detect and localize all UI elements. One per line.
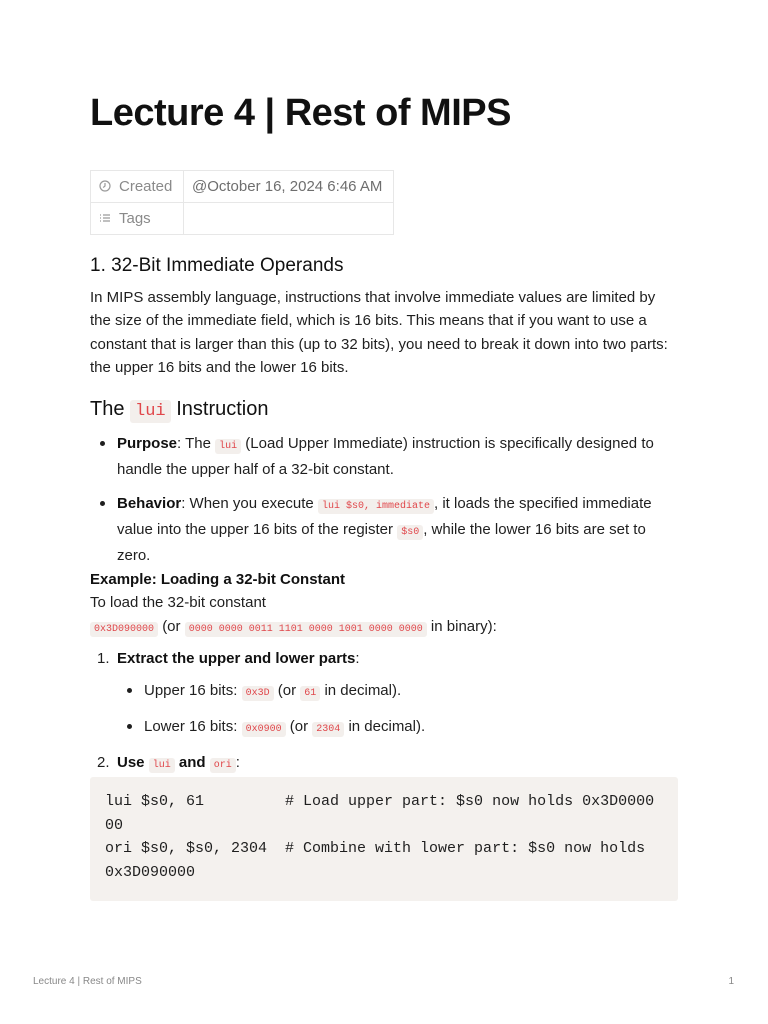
example-title: Example: Loading a 32-bit Constant <box>90 571 346 588</box>
list-item-text: Lower 16 bits: <box>144 717 238 735</box>
inline-code: 61 <box>300 686 320 701</box>
footer-page-number: 1 <box>728 976 734 987</box>
inline-code: $s0 <box>397 525 423 540</box>
inline-code: ori <box>210 758 236 773</box>
sub-list-item <box>117 715 678 741</box>
list-item-text: : <box>355 650 360 667</box>
inline-code: 2304 <box>312 722 344 737</box>
inline-code: 0x3D <box>242 686 274 701</box>
code-line: lui $s0, 61 # Load upper part: $s0 now holds 0x3D0000 <box>105 793 655 810</box>
list-item-text: (or <box>289 717 309 735</box>
list-item <box>90 647 678 741</box>
list-item-label: Extract the upper and lower parts <box>117 650 356 667</box>
list-item-label: Behavior <box>117 494 182 512</box>
page-title: Lecture 4 | Rest of MIPS <box>90 92 511 134</box>
example-text: (or <box>162 617 181 635</box>
clock-icon <box>99 180 111 192</box>
heading-text: Instruction <box>176 398 269 420</box>
section-heading: 1. 32-Bit Immediate Operands <box>90 255 344 276</box>
property-row-tags <box>91 203 394 235</box>
inline-code: 0x0900 <box>242 722 286 737</box>
list-item-text: , while the lower 16 bits are set to zero. <box>117 520 646 565</box>
list-number: 1. <box>97 650 110 667</box>
bullet-dot <box>100 441 105 446</box>
numbered-list <box>90 647 678 777</box>
list-icon <box>99 212 111 224</box>
footer-title: Lecture 4 | Rest of MIPS <box>33 976 142 987</box>
list-item <box>90 492 678 568</box>
inline-code: 0000 0000 0011 1101 0000 1001 0000 0000 <box>185 622 427 637</box>
inline-code: lui <box>215 439 241 454</box>
list-item-text: in decimal). <box>324 682 402 700</box>
list-item-text: : <box>235 753 240 771</box>
example-text: in binary): <box>430 617 497 635</box>
example-block <box>90 568 678 641</box>
inline-code: lui $s0, immediate <box>318 499 434 514</box>
list-item-text: , it loads the specified immediate value into the upper 16 bits of the register <box>117 494 652 538</box>
inline-code: lui <box>130 400 171 423</box>
sub-list-item <box>117 679 678 705</box>
property-key-label: Tags <box>119 210 151 227</box>
list-number: 2. <box>97 753 110 771</box>
property-row-created <box>91 171 394 203</box>
property-key <box>91 171 184 203</box>
example-line: To load the 32-bit constant <box>90 594 266 612</box>
list-item-label: and <box>178 753 206 771</box>
list-item-text: (Load Upper Immediate) instruction is specifically designed to handle the upper half of a 32-bit constant. <box>117 435 654 479</box>
inline-code: lui <box>149 758 175 773</box>
code-line: 0x3D090000 <box>105 863 196 881</box>
code-block[interactable] <box>90 777 678 901</box>
property-key <box>91 203 184 235</box>
list-item-text: in decimal). <box>348 717 426 735</box>
property-value[interactable] <box>184 203 394 235</box>
code-line: 00 <box>105 816 124 834</box>
bullet-dot <box>100 501 105 506</box>
list-item-label: Purpose <box>117 435 178 452</box>
heading-text: The <box>90 398 125 420</box>
bullet-dot <box>127 724 132 729</box>
bullet-dot <box>127 688 132 693</box>
properties-table <box>90 170 394 235</box>
section-heading-lui <box>90 398 268 421</box>
section-paragraph: In MIPS assembly language, instructions that involve immediate values are limited by the size of the immediate field, which is 16 bits. This means that if you want to use a constant that is larger than this (up to 32 bits), you need to break it down into two parts: the upper 16 bits and the lower 16 bits. <box>90 289 668 376</box>
list-item <box>90 432 678 482</box>
list-item-text: : The <box>177 435 211 452</box>
bullet-list <box>90 432 678 567</box>
property-key-label: Created <box>119 178 173 195</box>
list-item-text: (or <box>277 682 297 700</box>
list-item <box>90 751 678 777</box>
code-line: ori $s0, $s0, 2304 # Combine with lower part: $s0 now holds <box>105 840 646 857</box>
list-item-text: : When you execute <box>181 494 314 512</box>
list-item-label: Use <box>117 753 145 771</box>
property-value[interactable]: @October 16, 2024 6:46 AM <box>184 171 394 203</box>
list-item-text: Upper 16 bits: <box>144 682 238 700</box>
inline-code: 0x3D090000 <box>90 622 158 637</box>
